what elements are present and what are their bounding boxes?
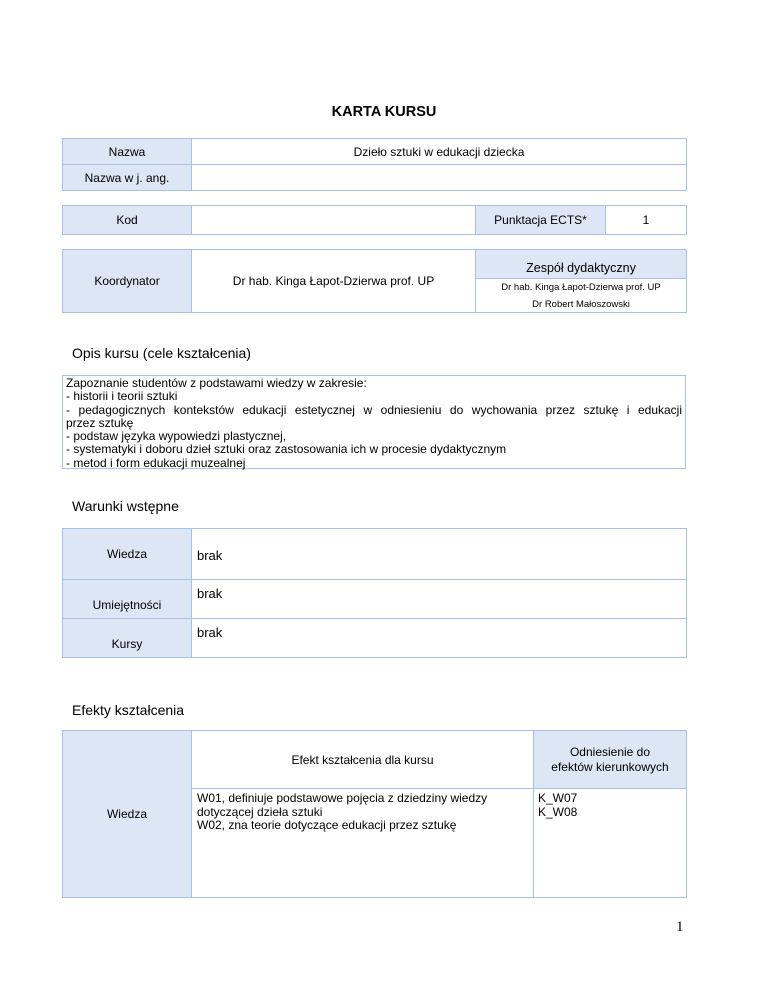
prerequisites-heading: Warunki wstępne — [72, 498, 179, 514]
prereq-courses-label: Kursy — [62, 618, 192, 658]
prereq-knowledge-value: brak — [191, 528, 687, 580]
page-number: 1 — [676, 919, 684, 935]
outcomes-heading: Efekty kształcenia — [72, 702, 185, 718]
name-label: Nazwa — [62, 138, 192, 165]
description-box — [62, 375, 686, 469]
team-member: Dr Robert Małoszowski — [532, 298, 630, 310]
name-value: Dzieło sztuki w edukacji dziecka — [191, 138, 687, 165]
coordinator-label: Koordynator — [62, 249, 192, 313]
team-members — [475, 278, 687, 313]
ects-label: Punktacja ECTS* — [475, 205, 606, 235]
outcomes-refs — [533, 788, 687, 898]
prereq-courses-value: brak — [191, 618, 687, 658]
description-line: - metod i form edukacji muzealnej — [66, 455, 246, 470]
outcomes-row-label: Wiedza — [62, 730, 192, 898]
description-line: przez sztukę — [66, 415, 134, 430]
coordinator-value: Dr hab. Kinga Łapot-Dzierwa prof. UP — [191, 249, 476, 313]
effect-line: dotyczącej dzieła sztuki — [197, 804, 323, 819]
effect-line: W01, definiuje podstawowe pojęcia z dziedziny wiedzy — [197, 791, 488, 805]
prereq-knowledge-label: Wiedza — [62, 528, 192, 580]
description-line: - historii i teorii sztuki — [66, 389, 178, 404]
team-label: Zespół dydaktyczny — [475, 249, 687, 279]
description-line: - pedagogicznych kontekstów edukacji estetycznej w odniesieniu do wychowania przez sztukę i edukacji — [66, 402, 682, 417]
outcomes-effects — [191, 788, 534, 898]
prereq-skills-value: brak — [191, 579, 687, 619]
ects-value: 1 — [605, 205, 687, 235]
description-line: - systematyki i doboru dzieł sztuki oraz zastosowania ich w procesie dydaktycznym — [66, 442, 507, 457]
outcomes-col-effect: Efekt kształcenia dla kursu — [191, 730, 534, 789]
ref-line: K_W08 — [538, 804, 578, 819]
name-en-label: Nazwa w j. ang. — [62, 164, 192, 191]
description-heading: Opis kursu (cele kształcenia) — [72, 345, 251, 361]
page-title: KARTA KURSU — [331, 104, 437, 120]
description-line: - podstaw języka wypowiedzi plastycznej, — [66, 429, 287, 444]
description-line: Zapoznanie studentów z podstawami wiedzy w zakresie: — [66, 376, 367, 390]
prereq-skills-label: Umiejętności — [62, 579, 192, 619]
effect-line: W02, zna teorie dotyczące edukacji przez sztukę — [197, 818, 457, 832]
code-label: Kod — [62, 205, 192, 235]
outcomes-col-ref: Odniesienie do efektów kierunkowych — [533, 730, 687, 789]
ref-line: K_W07 — [538, 791, 578, 805]
name-en-value — [191, 164, 687, 191]
code-value — [191, 205, 476, 235]
team-member: Dr hab. Kinga Łapot-Dzierwa prof. UP — [501, 281, 661, 293]
